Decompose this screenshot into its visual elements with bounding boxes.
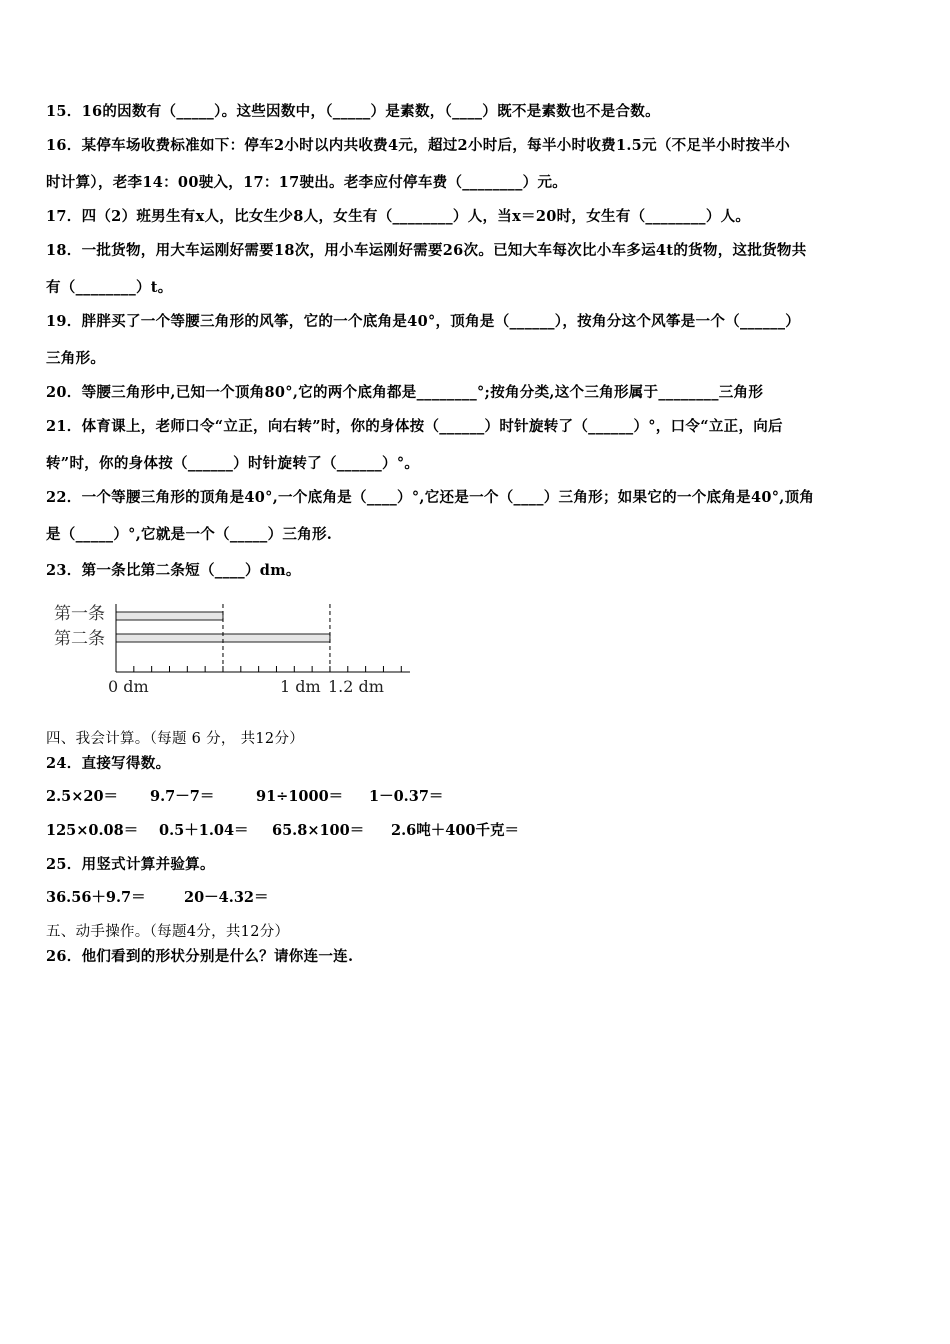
question-21-line-2: 转”时，你的身体按（______）时针旋转了（______）°。 — [46, 455, 420, 472]
question-19-line-1: 19．胖胖买了一个等腰三角形的风筝，它的一个底角是40°，顶角是（______），按角分这个风筝是一个（______） — [46, 313, 801, 330]
question-21-line-1: 21．体育课上，老师口令“立正，向右转”时，你的身体按（______）时针旋转了（______）°，口令“立正，向后 — [46, 418, 783, 435]
question-25-title: 25．用竖式计算并验算。 — [46, 856, 215, 873]
question-18-line-2: 有（________）t。 — [46, 279, 173, 296]
first-bar-label: 第一条 — [54, 604, 105, 624]
question-24-title: 24．直接写得数。 — [46, 755, 171, 772]
question-19-line-2: 三角形。 — [46, 350, 106, 367]
calc-item: 91÷1000＝ — [256, 788, 344, 805]
question-20: 20．等腰三角形中,已知一个顶角80°,它的两个底角都是________°;按角分类,这个三角形属于________三角形 — [46, 384, 764, 401]
calc-item: 36.56＋9.7＝ — [46, 889, 146, 906]
calc-item: 0.5＋1.04＝ — [159, 822, 249, 839]
question-18-line-1: 18．一批货物，用大车运刚好需要18次，用小车运刚好需要26次。已知大车每次比小车多运4t的货物，这批货物共 — [46, 242, 807, 259]
question-17: 17．四（2）班男生有x人，比女生少8人，女生有（________）人，当x＝20时，女生有（________）人。 — [46, 208, 751, 225]
section-4-heading: 四、我会计算。（每题 6 分， 共12分） — [46, 731, 305, 747]
tick-label-1-2: 1.2 dm — [328, 677, 384, 696]
question-22-line-2: 是（_____）°,它就是一个（_____）三角形. — [46, 526, 333, 543]
question-16-line-1: 16．某停车场收费标准如下：停车2小时以内共收费4元，超过2小时后，每半小时收费1.5元（不足半小时按半小 — [46, 137, 791, 154]
calc-item: 20－4.32＝ — [184, 889, 269, 906]
tick-label-0: 0 dm — [108, 677, 149, 696]
section-5-heading: 五、动手操作。（每题4分，共12分） — [46, 924, 290, 940]
second-bar-label: 第二条 — [54, 629, 105, 649]
calc-item: 2.6吨＋400千克＝ — [391, 822, 519, 839]
question-15: 15．16的因数有（_____）。这些因数中，（_____）是素数，（____）既不是素数也不是合数。 — [46, 103, 660, 120]
question-26-title: 26．他们看到的形状分别是什么？请你连一连. — [46, 948, 354, 965]
calc-item: 65.8×100＝ — [272, 822, 365, 839]
tick-label-1: 1 dm — [280, 677, 321, 696]
ruler-ticks — [116, 666, 401, 672]
calc-item: 2.5×20＝ — [46, 788, 119, 805]
question-23: 23．第一条比第二条短（____）dm。 — [46, 562, 301, 579]
first-bar — [116, 612, 223, 620]
question-22-line-1: 22．一个等腰三角形的顶角是40°,一个底角是（____）°,它还是一个（____）三角形；如果它的一个底角是40°,顶角 — [46, 489, 815, 506]
calc-item: 125×0.08＝ — [46, 822, 139, 839]
calc-item: 9.7－7＝ — [150, 788, 215, 805]
length-comparison-figure — [48, 600, 428, 705]
question-16-line-2: 时计算），老李14：00驶入，17：17驶出。老李应付停车费（________）元。 — [46, 174, 568, 191]
calc-item: 1－0.37＝ — [369, 788, 444, 805]
